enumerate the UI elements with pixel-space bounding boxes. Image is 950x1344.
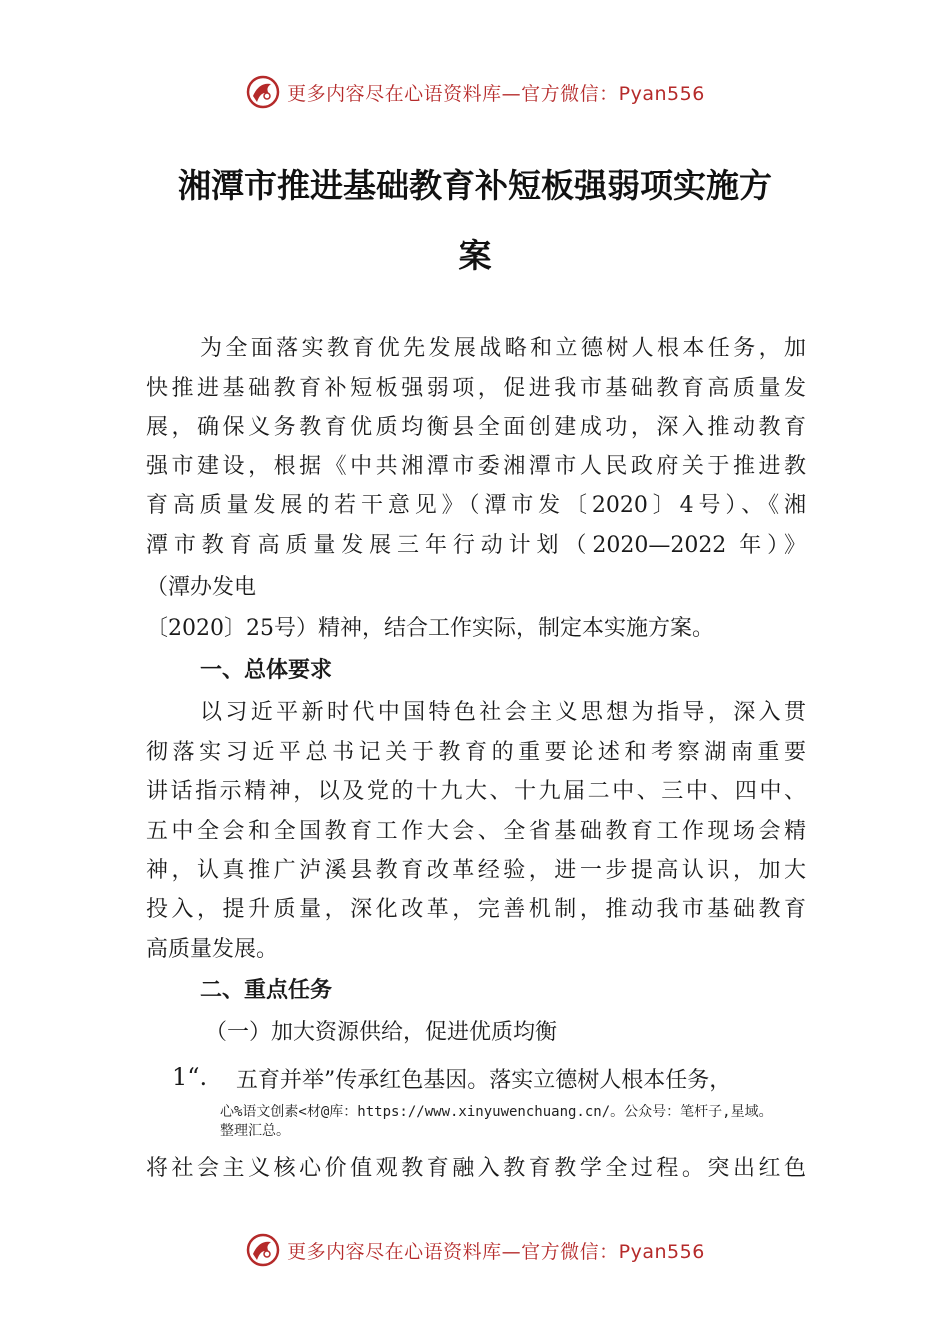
- intro-line: 〔2020〕25号）精神，结合工作实际，制定本实施方案。: [146, 616, 714, 641]
- watermark-line-2: 整理汇总。: [220, 1123, 290, 1139]
- bottom-banner: [0, 1230, 950, 1270]
- document-title-line-1: 湘潭市推进基础教育补短板强弱项实施方: [178, 166, 772, 205]
- intro-line: 为全面落实教育优先发展战略和立德树人根本任务，加: [200, 336, 806, 361]
- section1-line: 高质量发展。: [146, 937, 279, 962]
- section-heading-general-requirements: 一、总体要求: [200, 658, 333, 683]
- item-text: 五育并举”传承红色基因。落实立德树人根本任务，: [236, 1068, 732, 1093]
- stamp-seal-icon: [245, 1232, 281, 1268]
- section1-line: 讲话指示精神，以及党的十九大、十九届二中、三中、四中、: [146, 779, 806, 804]
- document-title-line-2: 案: [458, 236, 492, 275]
- intro-line: 强市建设，根据《中共湘潭市委湘潭市人民政府关于推进教: [146, 454, 806, 479]
- subsection-heading: （一）加大资源供给，促进优质均衡: [205, 1020, 558, 1045]
- stamp-seal-icon: [245, 74, 281, 110]
- intro-line: 潭市教育高质量发展三年行动计划（2020—2022 年）》: [146, 533, 806, 558]
- intro-line: 展，确保义务教育优质均衡县全面创建成功，深入推动教育: [146, 415, 806, 440]
- banner-text: 更多内容尽在心语资料库—官方微信：Pyan556: [287, 1240, 705, 1263]
- intro-line: 快推进基础教育补短板强弱项，促进我市基础教育高质量发: [146, 376, 806, 401]
- section-heading-key-tasks: 二、重点任务: [200, 978, 333, 1003]
- top-banner: [0, 72, 950, 112]
- section1-line: 神，认真推广泸溪县教育改革经验，进一步提高认识，加大: [146, 858, 806, 883]
- intro-line: （潭办发电: [146, 575, 257, 600]
- watermark-line-1: 心%语文创素<材@库：https://www.xinyuwenchuang.cn/。公众号：笔杆子,星域。: [220, 1104, 773, 1120]
- section1-line: 以习近平新时代中国特色社会主义思想为指导，深入贯: [200, 700, 806, 725]
- continuation-line: 将社会主义核心价值观教育融入教育教学全过程。突出红色: [146, 1156, 806, 1181]
- intro-line: 育高质量发展的若干意见》（潭市发〔2020〕4号）、《湘: [146, 493, 806, 518]
- section1-line: 彻落实习近平总书记关于教育的重要论述和考察湖南重要: [146, 740, 806, 765]
- section1-line: 五中全会和全国教育工作大会、全省基础教育工作现场会精: [146, 819, 806, 844]
- section1-line: 投入，提升质量，深化改革，完善机制，推动我市基础教育: [146, 897, 806, 922]
- item-number: 1“.: [172, 1063, 208, 1091]
- banner-text: 更多内容尽在心语资料库—官方微信：Pyan556: [287, 82, 705, 105]
